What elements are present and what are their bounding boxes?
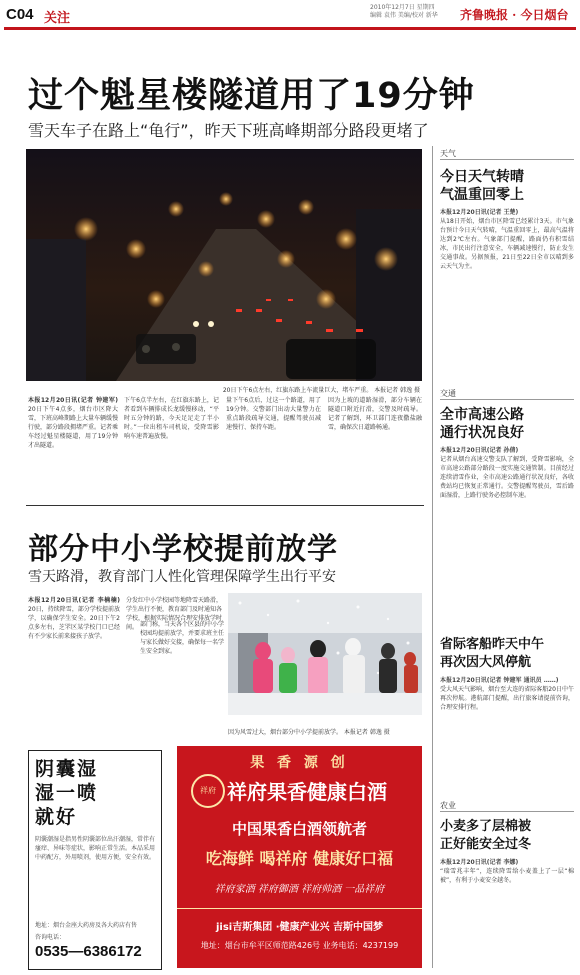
traffic-byline: 本报12月20日讯(记者 孙倩) xyxy=(440,447,519,454)
editor-line: 编辑 袁伟 美编/校对 新华 xyxy=(370,12,438,19)
school-paragraph: 20日，持续降雪，部分学校提前放学，以确保学生安全。20日下午2点多左右，芝罘区某学校门口已经有不少家长前来接孩子放学。 xyxy=(28,606,120,640)
school-column-3: 部门称，当天各个区县的中小学校园均提前放学，并要求班主任与家长做好交接，确保每一名学生安全到家。 xyxy=(140,621,225,655)
liquor-ad xyxy=(177,746,422,968)
traffic-photo-caption: 20日下午6点左右，红旗东路上车流量巨大，堵车严重。 本报记者 韩逸 摄 xyxy=(222,387,420,394)
medicine-ad-body: 阴囊潮湿是指男性阴囊部位出汗潮湿，常伴有瘙痒、异味等症状，影响正常生活。本品采用中药配方，外用喷剂，使用方便，安全有效。 xyxy=(35,836,155,861)
traffic-tag: 交通 xyxy=(440,388,574,400)
medicine-ad-phone: 0535—6386172 xyxy=(35,943,142,960)
weather-brief xyxy=(440,148,574,357)
lead-column-1 xyxy=(28,396,118,496)
ferry-body: 受大风天气影响，烟台至大连的省际客船20日中午再次停航。港航部门提醒，出行旅客请提前咨询，合理安排行程。 xyxy=(440,686,574,711)
page-number: C04 xyxy=(6,6,34,23)
ad-title-line: 湿一喷 xyxy=(35,782,99,804)
liquor-ad-top: 果 香 源 创 xyxy=(250,755,349,771)
newspaper-brand: 齐鲁晚报 · 今日烟台 xyxy=(460,8,569,22)
school-deck: 雪天路滑，教育部门人性化管理保障学生出行平安 xyxy=(28,569,336,585)
lead-deck: 雪天车子在路上“龟行”，昨天下班高峰期部分路段更堵了 xyxy=(28,121,429,140)
traffic-brief xyxy=(440,388,574,605)
school-photo-image xyxy=(228,593,422,715)
school-byline: 本报12月20日讯(记者 李楠楠) xyxy=(28,597,120,604)
weather-byline: 本报12月20日讯(记者 王楚) xyxy=(440,209,519,216)
school-photo-caption: 因为风雪过大，烟台部分中小学提前放学。 本报记者 韩逸 摄 xyxy=(228,729,390,736)
agri-body: “瑞雪兆丰年”，连续降雪给小麦盖上了一层“棉被”，有利于小麦安全越冬。 xyxy=(440,868,574,884)
liquor-ad-address: 地址：烟台市牟平区师范路426号 业务电话：4237199 xyxy=(200,941,399,950)
section-label: 关注 xyxy=(44,11,71,26)
medicine-ad-address: 地址：烟台金座大药房及各大药店有售 xyxy=(35,922,138,929)
lead-byline: 本报12月20日讯(记者 钟建军) xyxy=(28,397,118,404)
liquor-ad-divider xyxy=(177,908,422,909)
traffic-body: 记者从烟台高速交警支队了解到，受降雪影响，全市高速公路部分路段一度实施交通管制。目前经过连续清雪作业，全市高速公路通行状况良好，各收费站均已恢复正常通行。交警提醒驾驶员，雪后路面湿滑，上路行驶务必控制车速。 xyxy=(440,456,574,499)
page-header xyxy=(0,0,580,28)
lead-paragraph: 20日下午4点多，烟台市区降大雪，下班高峰期路上大量车辆缓慢行驶，部分路段拥堵严重。记者乘车经过魁星楼隧道，用了19分钟才出隧道。 xyxy=(28,406,119,449)
lead-headline: 过个魁星楼隧道用了19分钟 xyxy=(28,76,475,116)
header-rule xyxy=(4,27,576,30)
lead-column-4: 因为上坡的道路湿滑，部分车辆在隧道口附近打滑，交警及时疏导。记者了解到，环卫部门连夜撒盐融雪，确保次日道路畅通。 xyxy=(328,397,422,431)
school-column-1 xyxy=(28,596,120,746)
liquor-ad-brand: 祥府果香健康白酒 xyxy=(227,780,387,804)
lead-column-2: 下午6点半左右，在红旗东路上，记者看到车辆排成长龙缓慢移动，“平时五分钟的路，今天足足走了半小时。”一位出租车司机说，受降雪影响车速普遍放慢。 xyxy=(124,397,219,440)
lead-column-3: 量下午6点后，过这一个路道，用了19分钟。交警部门出动大量警力在重点路段疏导交通，提醒驾驶员减速慢行、保持车距。 xyxy=(226,397,321,431)
ferry-title: 省际客船昨天中午 再次因大风停航 xyxy=(440,637,545,670)
agri-title: 小麦多了层棉被 正好能安全过冬 xyxy=(440,819,532,852)
liquor-ad-products: 祥府家酒 祥府御酒 祥府帅酒 一品祥府 xyxy=(214,884,385,895)
issue-date xyxy=(370,4,438,20)
traffic-photo xyxy=(26,149,422,381)
liquor-ad-slogan1: 中国果香白酒领航者 xyxy=(231,820,367,838)
traffic-title: 全市高速公路 通行状况良好 xyxy=(440,407,524,441)
ad-title-line: 阴囊湿 xyxy=(35,758,99,780)
school-headline: 部分中小学校提前放学 xyxy=(28,532,338,567)
traffic-photo-image xyxy=(26,149,422,381)
agri-byline: 本报12月20日讯(记者 李娜) xyxy=(440,859,519,866)
weather-body: 从18日开始，烟台市区降雪已经累计3天。市气象台预计今日天气转晴，气温重回零上，最高气温将达到2℃左右。气象部门提醒，路面仍有积雪结冰，市民出行注意安全，车辆减速慢行，防止发生交通事故。另据预报，21日至22日全市以晴到多云天气为主。 xyxy=(440,218,574,270)
brand-seal-icon: 祥府 xyxy=(191,774,225,808)
ferry-byline: 本报12月20日讯(记者 钟建军 通讯员 ……) xyxy=(440,677,559,684)
agri-tag: 农业 xyxy=(440,800,574,812)
ad-title-line: 就好 xyxy=(35,806,78,828)
sidebar-rule xyxy=(432,146,433,968)
agri-brief xyxy=(440,800,574,957)
weather-tag: 天气 xyxy=(440,148,574,160)
weather-title: 今日天气转晴 气温重回零上 xyxy=(440,169,524,203)
medicine-ad-phone-label: 咨询电话： xyxy=(35,934,66,941)
school-column-2: 分发红中小学校园等地降雪天路滑，学生出行不便，教育部门及时通知各学校，根据实际情况合理安排放学时间。 xyxy=(126,597,223,631)
article-divider xyxy=(26,505,424,506)
liquor-ad-slogan2: 吃海鲜 喝祥府 健康好口福 xyxy=(205,849,394,868)
school-photo xyxy=(228,593,422,715)
liquor-ad-group: jisi吉斯集团 ·健康产业兴 吉斯中国梦 xyxy=(216,922,383,933)
date-line: 2010年12月7日 星期四 xyxy=(370,4,435,11)
ferry-brief xyxy=(440,636,574,765)
medicine-ad-title xyxy=(35,757,98,829)
medicine-ad xyxy=(28,750,162,970)
